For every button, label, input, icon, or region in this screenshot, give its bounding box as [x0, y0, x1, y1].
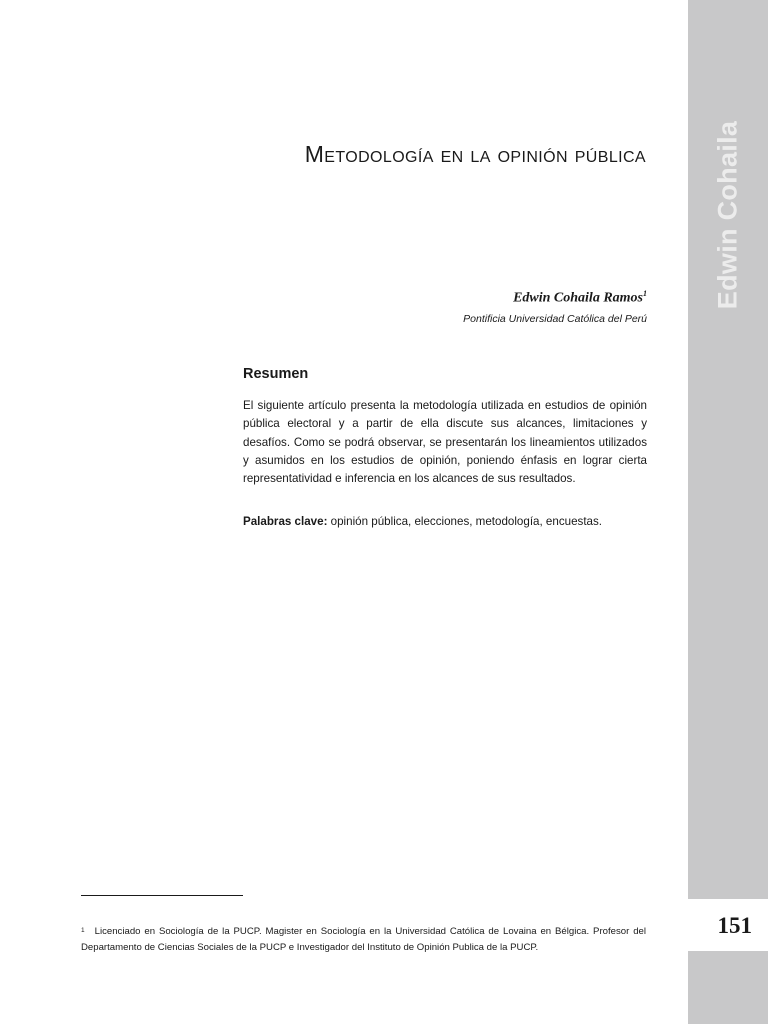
- footnote-mark: 1: [81, 927, 85, 934]
- keywords-line: [243, 513, 647, 531]
- footnote: [81, 924, 646, 955]
- author-line: [300, 289, 647, 307]
- author-footnote-mark: 1: [643, 289, 647, 298]
- author-name: Edwin Cohaila Ramos: [513, 290, 643, 306]
- author-affiliation: Pontificia Universidad Católica del Perú: [463, 313, 647, 325]
- footnote-divider: [81, 895, 243, 896]
- article-title: Metodología en la opinión pública: [304, 141, 646, 167]
- keywords-label: Palabras clave:: [243, 515, 328, 528]
- keywords-list: opinión pública, elecciones, metodología, encuestas.: [327, 515, 603, 528]
- abstract-body: El siguiente artículo presenta la metodología utilizada en estudios de opinión pública electoral y a partir de ella discute sus alcances, limitaciones y desafíos. Como se podrá observar, se presentarán los lineamientos utilizados y asumidos en los estudios de opinión, poniendo énfasis en lograr cierta representatividad e inferencia en los alcances de sus resultados.: [243, 399, 647, 486]
- page-number: 151: [717, 913, 752, 938]
- abstract-heading: Resumen: [243, 366, 309, 382]
- running-author-name: Edwin Cohaila: [712, 120, 743, 310]
- page-number-box: [688, 899, 768, 951]
- footnote-text: Licenciado en Sociología de la PUCP. Magister en Sociología en la Universidad Católica de Lovaina en Bélgica. Profesor del Departamento de Ciencias Sociales de la PUCP e Investigador del Instituto de Opinión Publica de la PUCP.: [81, 926, 646, 953]
